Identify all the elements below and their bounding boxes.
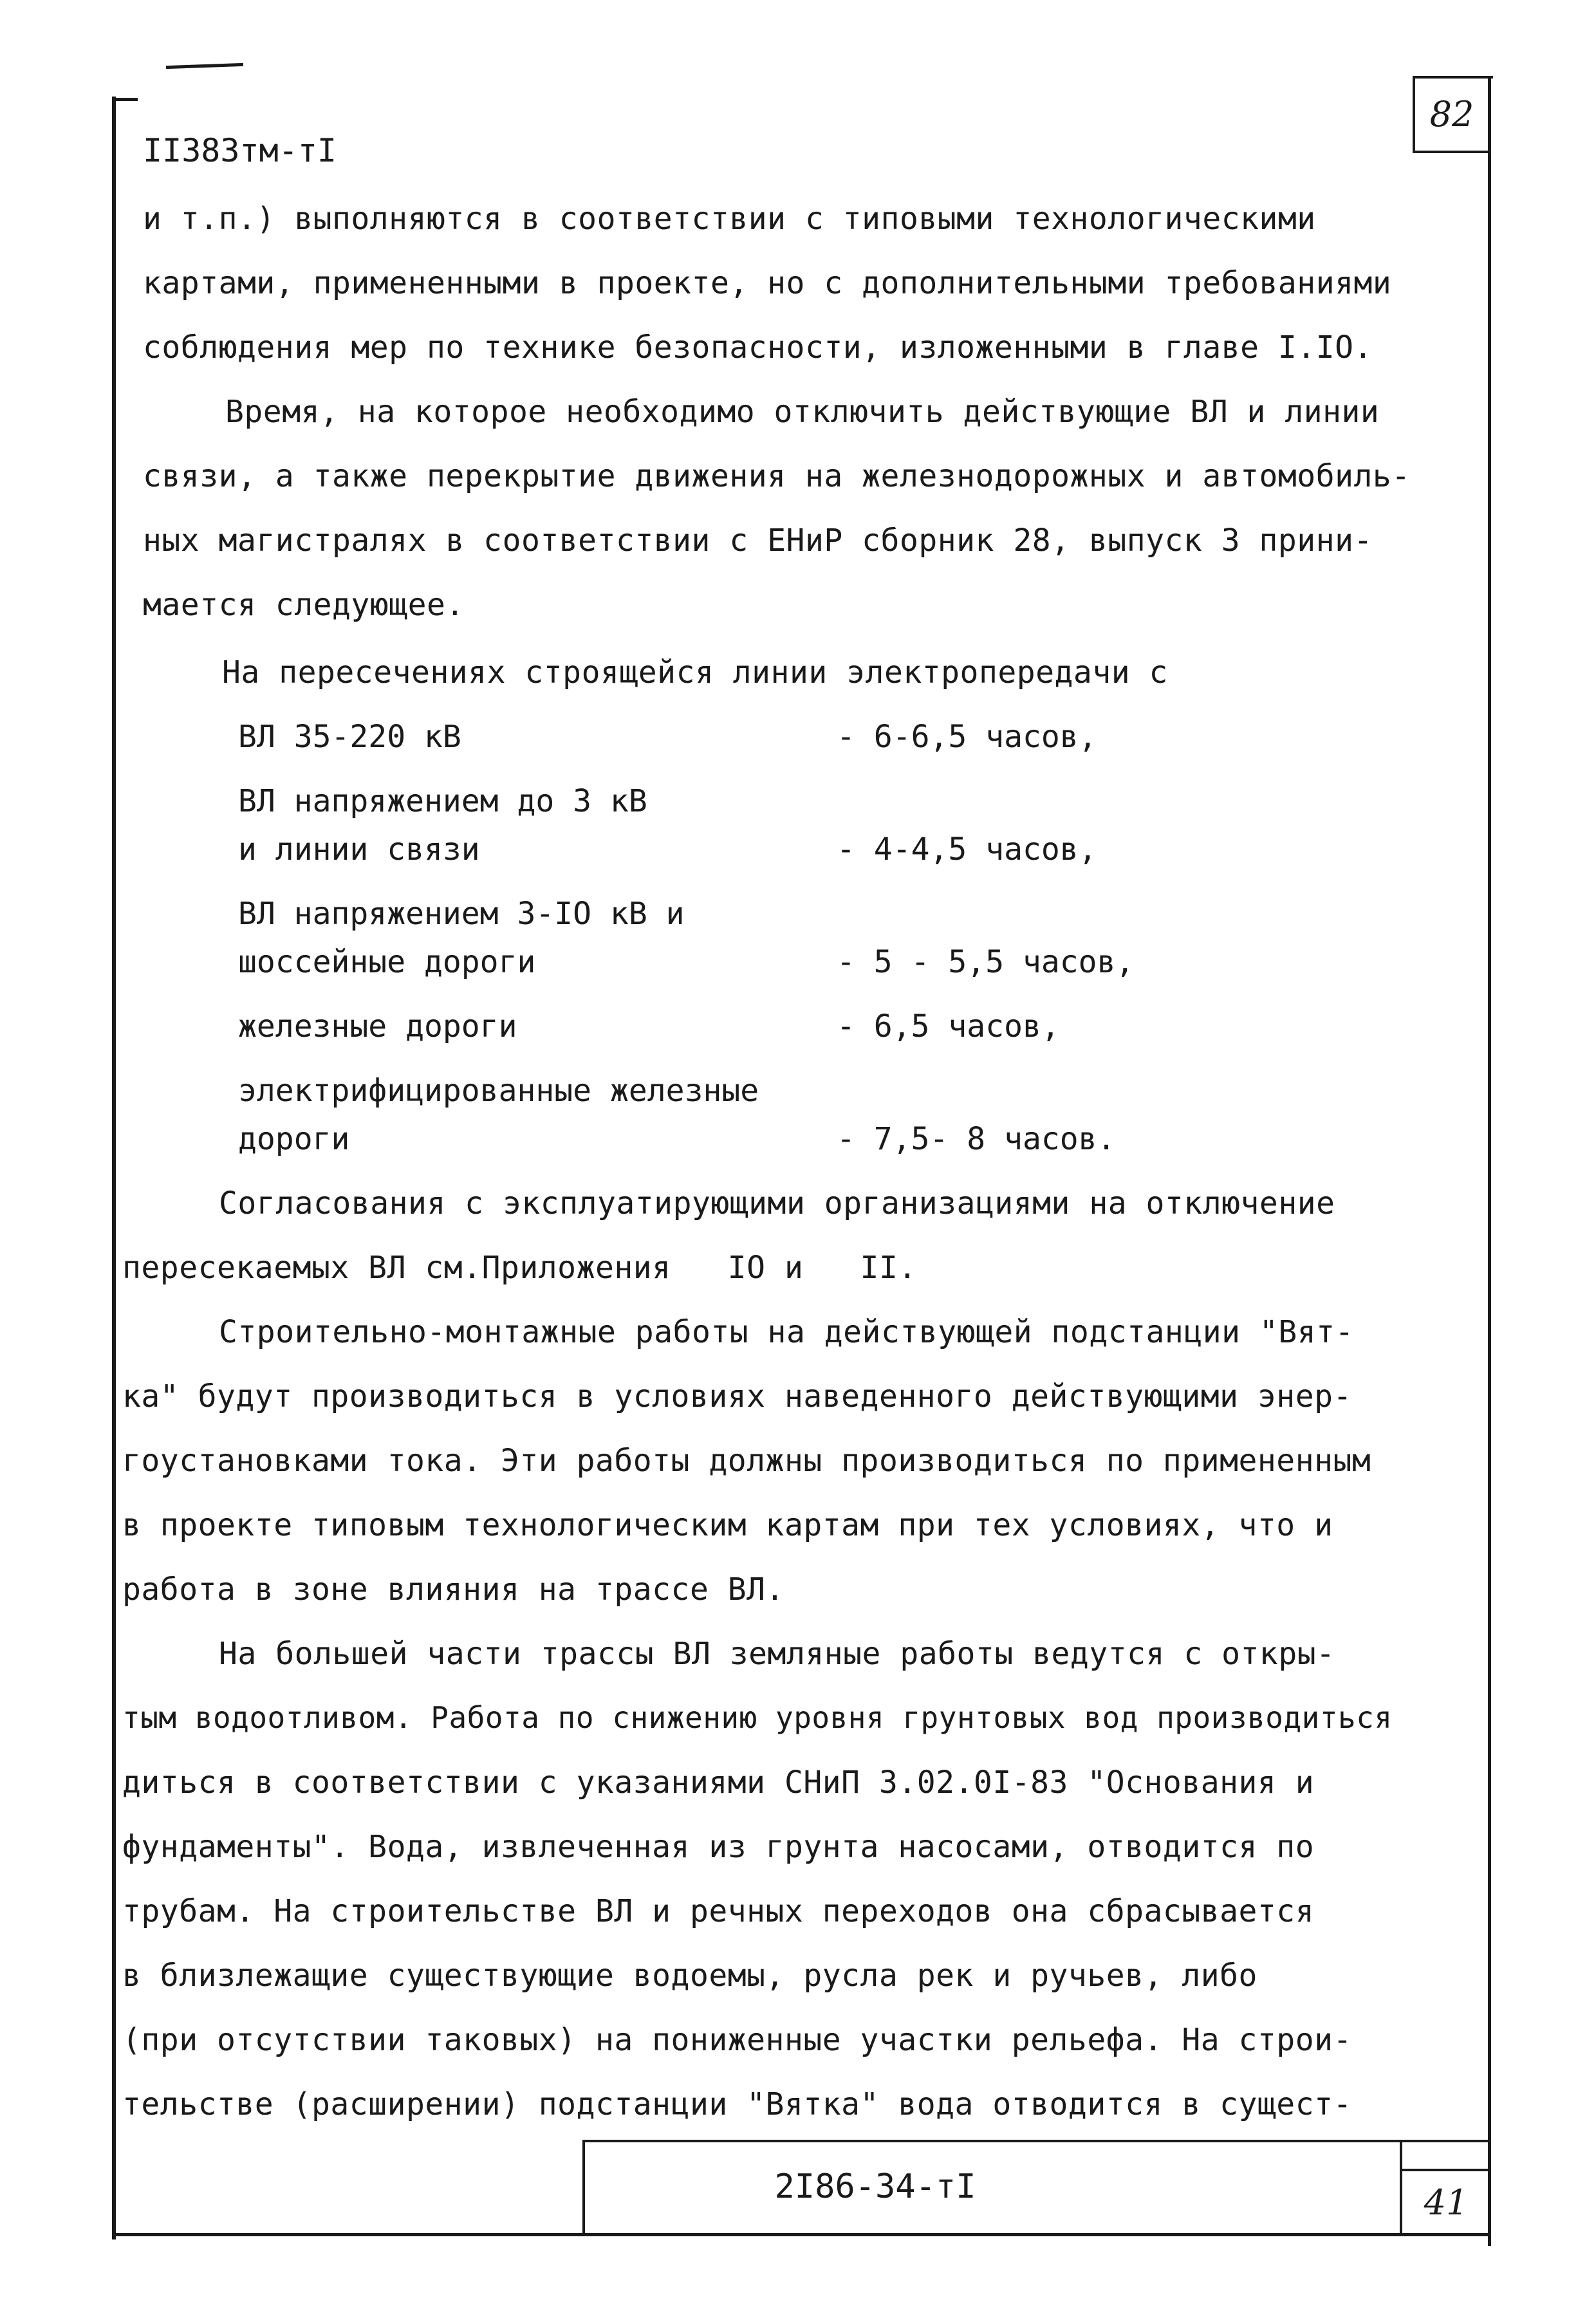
crossing-label: ВЛ напряжением 3-IO кВ и <box>238 896 685 932</box>
crossing-time: - 4-4,5 часов, <box>837 831 1097 867</box>
text-line: гоустановками тока. Эти работы должны производиться по примененным <box>122 1443 1371 1479</box>
sheet-number: 82 <box>1429 93 1474 134</box>
crossing-label: железные дороги <box>238 1008 517 1044</box>
text-line: (при отсутствии таковых) на пониженные участки рельефа. На строи- <box>122 2022 1352 2058</box>
title-block-top-line <box>582 2140 1490 2142</box>
text-line: пересекаемых ВЛ см.Приложения IO и II. <box>122 1250 917 1286</box>
text-line: Согласования с эксплуатирующими организациями на отключение <box>219 1185 1335 1221</box>
document-code: 2I86-34-тI <box>774 2167 976 2206</box>
frame-bottom-border <box>116 2233 1490 2236</box>
text-line: мается следующее. <box>143 587 465 623</box>
page-number: 41 <box>1424 2182 1469 2223</box>
text-line: в проекте типовым технологическим картам при тех условиях, что и <box>122 1507 1333 1543</box>
document-id: II383тм-тI <box>143 132 337 169</box>
text-line: тельстве (расширении) подстанции "Вятка" вода отводится в сущест- <box>122 2086 1352 2122</box>
crossing-time: - 6-6,5 часов, <box>837 719 1097 755</box>
text-line: работа в зоне влияния на трассе ВЛ. <box>122 1572 784 1608</box>
text-line: трубам. На строительстве ВЛ и речных переходов она сбрасывается <box>122 1893 1315 1929</box>
text-line: На большей части трассы ВЛ земляные работы ведутся с откры- <box>219 1636 1335 1672</box>
text-line: ных магистралях в соответствии с ЕНиР сборник 28, выпуск 3 прини- <box>143 523 1373 559</box>
crossing-label: ВЛ 35-220 кВ <box>238 719 461 755</box>
text-line: Строительно-монтажные работы на действующей подстанции "Вят- <box>219 1314 1354 1350</box>
text-line: в близлежащие существующие водоемы, русла рек и ручьев, либо <box>122 1958 1257 1994</box>
frame-left-border <box>112 97 116 2239</box>
frame-right-border <box>1488 77 1491 2246</box>
text-line: ка" будут производиться в условиях наведенного действующими энер- <box>122 1378 1352 1414</box>
crossing-label: ВЛ напряжением до 3 кВ <box>238 783 647 819</box>
crossing-label: дороги <box>238 1121 350 1157</box>
frame-left-corner <box>112 98 138 101</box>
title-block-left-line <box>582 2140 585 2235</box>
text-line: Время, на которое необходимо отключить действующие ВЛ и линии <box>225 394 1380 430</box>
crossing-time: - 5 - 5,5 часов, <box>837 944 1135 980</box>
text-line: тым водоотливом. Работа по снижению уровня грунтовых вод производиться <box>122 1700 1393 1735</box>
sheet-number-box <box>1413 77 1489 153</box>
frame-top-stroke <box>166 63 243 69</box>
text-line: картами, примененными в проекте, но с дополнительными требованиями <box>143 265 1392 301</box>
text-line: связи, а также перекрытие движения на железнодорожных и автомобиль- <box>143 458 1411 494</box>
text-line: соблюдения мер по технике безопасности, изложенными в главе I.IO. <box>143 329 1373 366</box>
text-line: На пересечениях строящейся линии электропередачи с <box>222 654 1168 691</box>
crossing-label: и линии связи <box>238 831 480 867</box>
crossing-label: шоссейные дороги <box>238 944 536 980</box>
text-line: фундаменты". Вода, извлеченная из грунта насосами, отводится по <box>122 1829 1315 1865</box>
crossing-time: - 7,5- 8 часов. <box>837 1121 1116 1157</box>
crossing-time: - 6,5 часов, <box>837 1008 1060 1044</box>
text-line: и т.п.) выполняются в соответствии с типовыми технологическими <box>143 201 1316 237</box>
crossing-label: электрифицированные железные <box>238 1073 759 1109</box>
text-line: диться в соответствии с указаниями СНиП 3.02.0I-83 "Основания и <box>122 1765 1315 1801</box>
